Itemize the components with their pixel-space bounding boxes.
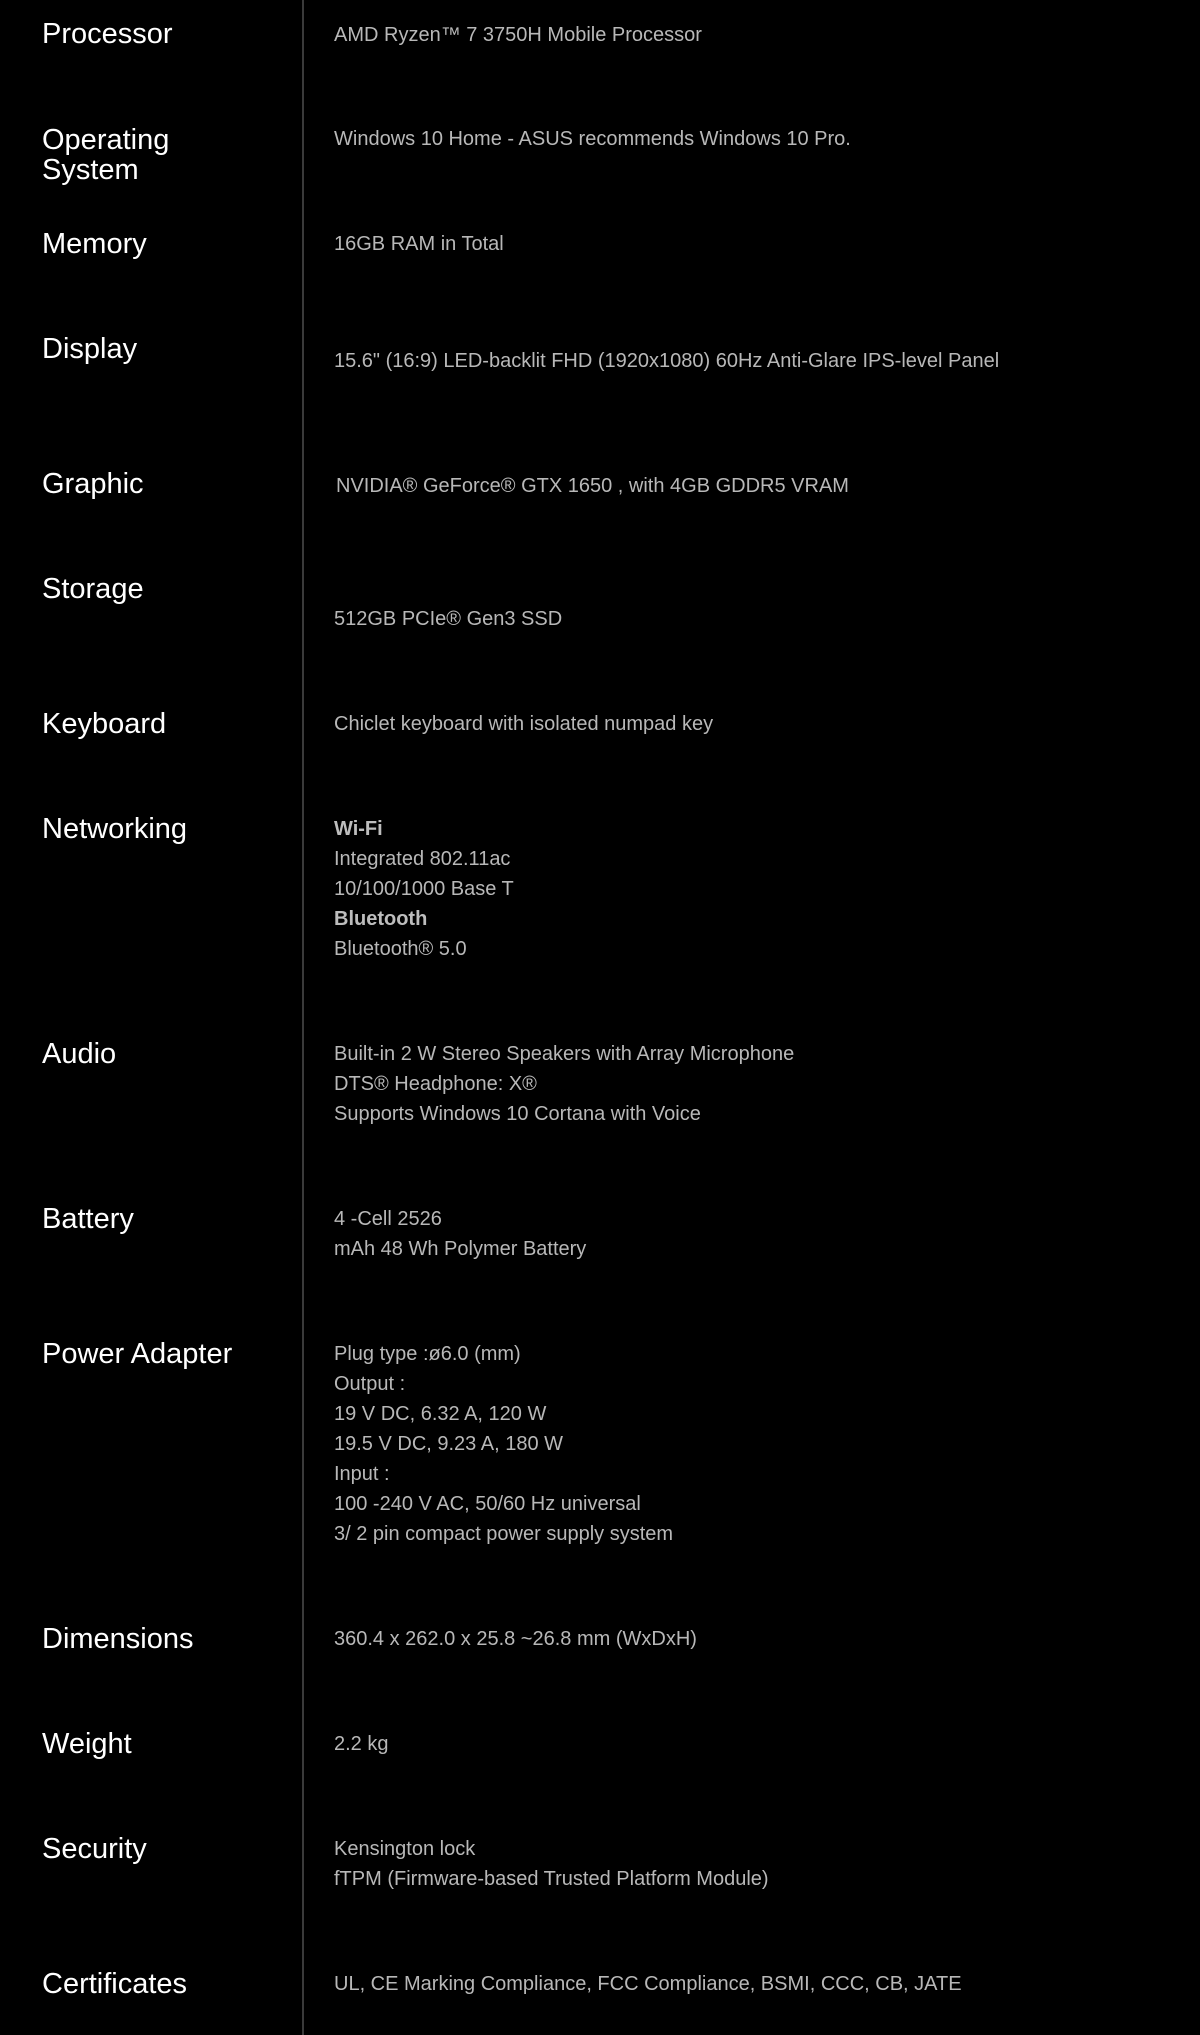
spec-value-audio [334,1039,1184,1129]
spec-label-weight: Weight [42,1728,132,1760]
spec-value-line: mAh 48 Wh Polymer Battery [334,1238,587,1260]
spec-value-line: NVIDIA® GeForce® GTX 1650 , with 4GB GDDR5 VRAM [336,475,849,497]
spec-label-storage: Storage [42,573,144,605]
spec-value-graphic [334,471,1184,501]
spec-value-line: Kensington lock [334,1838,476,1860]
spec-value-battery [334,1204,1184,1264]
spec-value-line: Bluetooth [334,908,428,930]
spec-label-power-adapter: Power Adapter [42,1338,233,1370]
spec-label-graphic: Graphic [42,468,144,500]
spec-value-line: Plug type :ø6.0 (mm) [334,1343,521,1365]
spec-value-line: 4 -Cell 2526 [334,1208,442,1230]
spec-value-line: Bluetooth® 5.0 [334,938,467,960]
spec-value-line: Supports Windows 10 Cortana with Voice [334,1103,701,1125]
spec-value-processor [334,20,1184,50]
spec-value-display [334,346,1184,376]
spec-value-storage [334,604,1184,634]
spec-value-line: UL, CE Marking Compliance, FCC Compliance, BSMI, CCC, CB, JATE [334,1973,962,1995]
spec-value-line: 3/ 2 pin compact power supply system [334,1523,674,1545]
column-divider [302,0,304,2035]
spec-label-line: System [42,154,139,186]
spec-label-display: Display [42,333,138,365]
spec-value-line: Chiclet keyboard with isolated numpad key [334,713,714,735]
spec-label-audio: Audio [42,1038,117,1070]
spec-value-memory [334,229,1184,259]
spec-value-security [334,1834,1184,1894]
spec-value-line: 19 V DC, 6.32 A, 120 W [334,1403,547,1425]
spec-label-processor: Processor [42,18,173,50]
spec-label-os [42,125,292,185]
spec-value-certificates [334,1969,1184,1999]
spec-label-battery: Battery [42,1203,134,1235]
spec-value-line: 16GB RAM in Total [334,233,504,255]
spec-value-line: DTS® Headphone: X® [334,1073,537,1095]
spec-value-line: Integrated 802.11ac [334,848,511,870]
spec-label-keyboard: Keyboard [42,708,167,740]
spec-value-line: Built-in 2 W Stereo Speakers with Array Microphone [334,1043,795,1065]
spec-value-networking [334,814,1184,964]
spec-value-line: 19.5 V DC, 9.23 A, 180 W [334,1433,564,1455]
spec-value-line: Windows 10 Home - ASUS recommends Windows 10 Pro. [334,128,851,150]
spec-value-line: 360.4 x 262.0 x 25.8 ~26.8 mm (WxDxH) [334,1628,697,1650]
spec-label-dimensions: Dimensions [42,1623,194,1655]
spec-value-weight [334,1729,1184,1759]
spec-value-line: Output : [334,1373,406,1395]
spec-value-line: fTPM (Firmware-based Trusted Platform Module) [334,1868,769,1890]
spec-label-memory: Memory [42,228,147,260]
spec-value-line: 15.6" (16:9) LED-backlit FHD (1920x1080) 60Hz Anti-Glare IPS-level Panel [334,350,1000,372]
spec-value-line: AMD Ryzen™ 7 3750H Mobile Processor [334,24,702,46]
spec-value-keyboard [334,709,1184,739]
spec-label-certificates: Certificates [42,1968,188,2000]
spec-value-line: 10/100/1000 Base T [334,878,514,900]
spec-label-line: Operating [42,124,170,156]
spec-value-power-adapter [334,1339,1184,1549]
spec-value-line: 512GB PCIe® Gen3 SSD [334,608,563,630]
spec-value-line: Input : [334,1463,390,1485]
spec-value-dimensions [334,1624,1184,1654]
spec-value-line: 100 -240 V AC, 50/60 Hz universal [334,1493,641,1515]
spec-value-line: 2.2 kg [334,1733,389,1755]
spec-label-networking: Networking [42,813,188,845]
spec-value-os [334,124,1184,154]
spec-label-security: Security [42,1833,147,1865]
spec-value-line: Wi-Fi [334,818,383,840]
